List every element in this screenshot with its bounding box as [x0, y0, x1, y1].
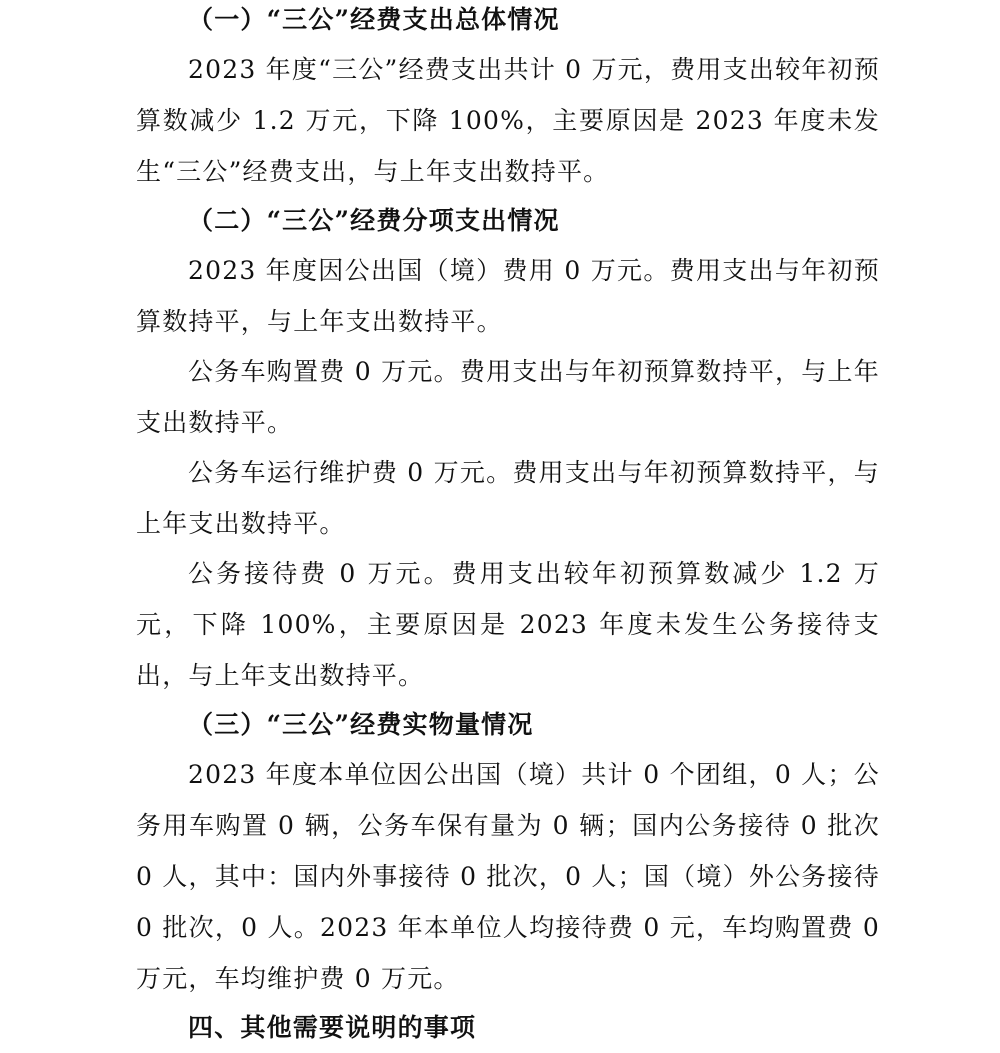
paragraph-physical-quantity: 2023 年度本单位因公出国（境）共计 0 个团组，0 人；公务用车购置 0 辆，公务车保有量为 0 辆；国内公务接待 0 批次 0 人，其中：国内外事接待 0 批次，0 人；国（境）外公务接待 0 批次，0 人。2023 年本单位人均接待费 0 元，车均购置费 0 万元，车均维护费 0 万元。 — [136, 760, 880, 993]
paragraph-overseas-travel: 2023 年度因公出国（境）费用 0 万元。费用支出与年初预算数持平，与上年支出数持平。 — [136, 256, 880, 336]
paragraph-vehicle-maintenance: 公务车运行维护费 0 万元。费用支出与年初预算数持平，与上年支出数持平。 — [136, 458, 880, 538]
subheading-overall: （一）“三公”经费支出总体情况 — [188, 5, 560, 34]
paragraph-reception: 公务接待费 0 万元。费用支出较年初预算数减少 1.2 万元，下降 100%，主要原因是 2023 年度未发生公务接待支出，与上年支出数持平。 — [136, 559, 880, 690]
paragraph-overall-summary: 2023 年度“三公”经费支出共计 0 万元，费用支出较年初预算数减少 1.2 万元，下降 100%，主要原因是 2023 年度未发生“三公”经费支出，与上年支出数持平。 — [136, 55, 880, 186]
paragraph-vehicle-purchase: 公务车购置费 0 万元。费用支出与年初预算数持平，与上年支出数持平。 — [136, 357, 880, 437]
subheading-physical-quantity: （三）“三公”经费实物量情况 — [188, 710, 534, 739]
subheading-itemized: （二）“三公”经费分项支出情况 — [188, 206, 560, 235]
section-title-other-matters: 四、其他需要说明的事项 — [188, 1013, 477, 1042]
